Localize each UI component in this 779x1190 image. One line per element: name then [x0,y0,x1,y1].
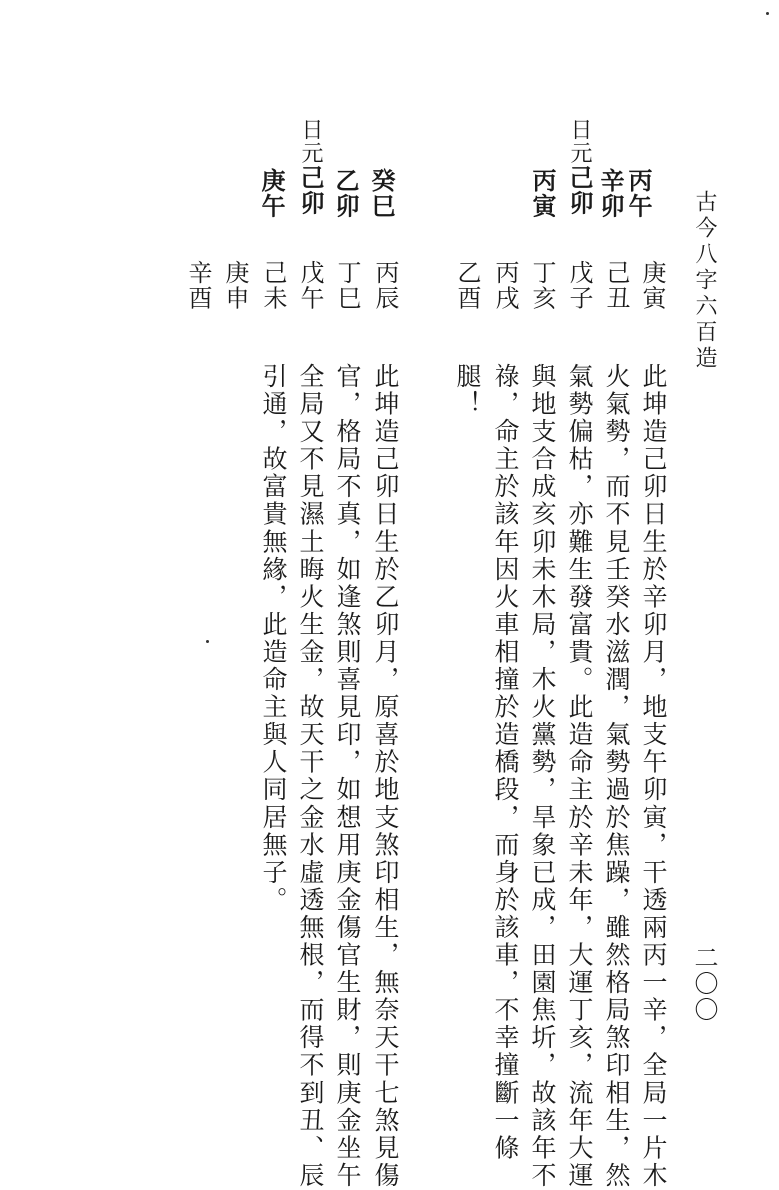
chart1-luck-4: 丁亥 [528,260,556,311]
chart1-pillar-month: 辛卯 [596,168,624,219]
chart1-text-line-1: 此坤造己卯日生於辛卯月，地支午卯寅，干透兩丙一辛，全局一片木 [639,363,668,1190]
chart1-luck-5: 丙戌 [491,260,519,311]
chart1-pillar-day: 日元己卯 [565,118,593,216]
chart1-text-line-5: 祿，命主於該年因火車相撞於造橋段，而身於該車，不幸撞斷一條 [491,363,520,1162]
chart1-text-line-6: 腿！ [453,363,482,419]
book-title: 古今八字六百造 [692,190,717,372]
chart1-luck-2: 己丑 [602,260,630,311]
chart1-luck-3: 戊子 [565,260,593,311]
page-number: 二〇〇 [690,945,718,1023]
chart2-luck-2: 丁巳 [333,260,361,311]
chart2-luck-5: 庚申 [221,260,249,311]
day-master-label: 日元 [298,118,323,165]
chart1-text-line-3: 氣勢偏枯，亦難生發富貴。此造命主於辛未年，大運丁亥，流年大運 [565,363,594,1190]
chart2-text-line-2: 官，格局不真，如逢煞則喜見印，如想用庚金傷官生財，則庚金坐午 [333,363,362,1190]
chart1-luck-1: 庚寅 [638,260,666,311]
chart2-pillar-year: 癸巳 [367,168,395,219]
chart2-pillar-day: 日元己卯 [296,118,324,216]
chart2-pillar-month: 乙卯 [331,168,359,219]
scan-speck [206,640,209,643]
chart2-luck-4: 己未 [259,260,287,311]
day-master-label: 日元 [567,118,592,165]
chart2-luck-1: 丙辰 [371,260,399,311]
chart1-pillar-year: 丙午 [624,168,652,219]
chart2-text-line-1: 此坤造己卯日生於乙卯月，原喜於地支煞印相生，無奈天干七煞見傷 [371,363,400,1190]
chart1-luck-6: 乙酉 [453,260,481,311]
chart2-luck-3: 戊午 [296,260,324,311]
chart2-luck-6: 辛酉 [184,260,212,311]
chart2-text-line-3: 全局又不見濕土晦火生金，故天干之金水虛透無根，而得不到丑、辰 [296,363,325,1190]
chart1-text-line-2: 火氣勢，而不見壬癸水滋潤，氣勢過於焦躁，雖然格局煞印相生，然 [602,363,631,1190]
scan-speck [766,12,769,15]
chart1-text-line-4: 與地支合成亥卯未木局，木火黨勢，旱象已成，田園焦圻，故該年不 [528,363,557,1190]
chart2-text-line-4: 引通，故富貴無緣，此造命主與人同居無子。 [259,363,288,914]
chart1-pillar-hour: 丙寅 [528,168,556,219]
chart2-pillar-hour: 庚午 [257,168,285,219]
